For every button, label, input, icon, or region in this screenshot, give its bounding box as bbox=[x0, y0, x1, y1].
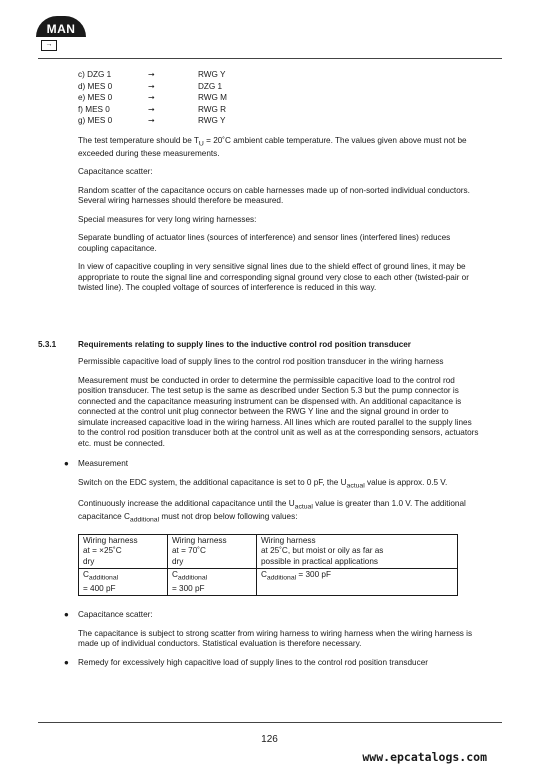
table-cell: $C_{additional}$ = 300 pF bbox=[168, 569, 257, 596]
mapping-row: f) MES 0 ➞ RWG R bbox=[78, 104, 227, 114]
mapping-row: c) DZG 1 ➞ RWG Y bbox=[78, 70, 226, 79]
bullet-label: Capacitance scatter: bbox=[78, 610, 153, 619]
cap-scatter-text: Random scatter of the capacitance occurs on cable harnesses made up of non-sorted individual conductors. Several wiring harnesses should therefore be measured. bbox=[78, 185, 470, 206]
table-cell: $C_{additional} = 300$ pF bbox=[257, 569, 458, 596]
header-rule bbox=[38, 58, 502, 59]
special-text: Separate bundling of actuator lines (sources of interference) and sensor lines (interfered lines) reduces coupling capacitance. bbox=[78, 233, 451, 253]
bullet-icon: ● bbox=[64, 657, 69, 667]
table-cell: Wiring harness at = ×25˚C dry bbox=[79, 534, 168, 569]
temperature-paragraph: The test temperature should be $T_U$ = 20˚C ambient cable temperature. The values given above must not be exceeded during these measurements. bbox=[78, 135, 467, 158]
permissible-text: Permissible capacitive load of supply lines to the control rod position transducer in the wiring harness bbox=[78, 357, 444, 366]
section-number: 5.3.1 bbox=[38, 340, 57, 349]
bullet-capacitance-scatter bbox=[64, 610, 480, 650]
page-body bbox=[78, 70, 480, 302]
table-row bbox=[79, 569, 458, 596]
cap-scatter-heading: Capacitance scatter: bbox=[78, 167, 153, 177]
page-number: 126 bbox=[261, 734, 278, 745]
footer-rule bbox=[38, 722, 502, 723]
bullet-text: The capacitance is subject to strong scatter from wiring harness to wiring harness when the wiring harness is made up of individual conductors. Statistical evaluation is therefore necessary. bbox=[78, 628, 473, 648]
logo-arrow-box: → bbox=[41, 40, 57, 51]
table-cell: Wiring harness at 25˚C, but moist or oily as far as possible in practical applications bbox=[257, 534, 458, 569]
table-cell: Wiring harness at = 70˚C dry bbox=[168, 534, 257, 569]
mapping-row: e) MES 0 ➞ RWG M bbox=[78, 93, 227, 102]
capacitance-table bbox=[78, 534, 458, 596]
special-heading: Special measures for very long wiring harnesses: bbox=[78, 214, 257, 224]
logo-text: MAN bbox=[36, 16, 86, 37]
bullet-label: Measurement bbox=[78, 459, 129, 468]
measurement-para-2: Continuously increase the additional capacitance until the $U_{actual}$ value is greater than 1.0 V. The additional capacitance $C_{additional}$ must not drop below following values: bbox=[78, 498, 466, 524]
bullet-measurement bbox=[64, 459, 480, 526]
bullet-icon: ● bbox=[64, 610, 69, 619]
bullet-remedy bbox=[64, 657, 480, 669]
table-header-row bbox=[79, 534, 458, 569]
bullet-text: Remedy for excessively high capacitive load of supply lines to the control rod position transducer bbox=[78, 657, 428, 667]
section-heading bbox=[38, 340, 488, 351]
table-cell: $C_{additional}$ = 400 pF bbox=[79, 569, 168, 596]
section-body bbox=[64, 357, 480, 676]
mapping-row: g) MES 0 ➞ RWG Y bbox=[78, 116, 226, 125]
mapping-list bbox=[78, 70, 480, 128]
watermark: www.epcatalogs.com bbox=[362, 750, 487, 764]
section-title: Requirements relating to supply lines to the inductive control rod position transducer bbox=[78, 340, 411, 349]
mapping-row: d) MES 0 ➞ DZG 1 bbox=[78, 81, 223, 91]
measurement-text: Measurement must be conducted in order to determine the permissible capacitive load to the control rod position transducer. The test setup is the same as described under Section 5.3 but the pump connector is connected and the capacitance measuring instrument can be dispensed with. An additional capacitance is connected at the control unit plug connector between the RWG Y line and the signal ground in order to simulate increased capacitive load in the wiring harness. All lines which are routed parallel to the supply lines to the control rod position transducer both at the control unit as well as at the corresponding sensors, actuators etc. must be connected. bbox=[78, 375, 479, 448]
bullet-icon: ● bbox=[64, 459, 69, 468]
measurement-para-1: Switch on the EDC system, the additional capacitance is set to 0 pF, the $U_{actual}$ value is approx. 0.5 V. bbox=[78, 477, 448, 490]
coupling-text: In view of capacitive coupling in very sensitive signal lines due to the shield effect of ground lines, it may be appropriate to route the signal line and corresponding signal ground very close to each other (twisted-pair or twisted line). The coupled voltage of sources of interference is reduced in this way. bbox=[78, 262, 469, 293]
man-logo bbox=[36, 16, 88, 54]
